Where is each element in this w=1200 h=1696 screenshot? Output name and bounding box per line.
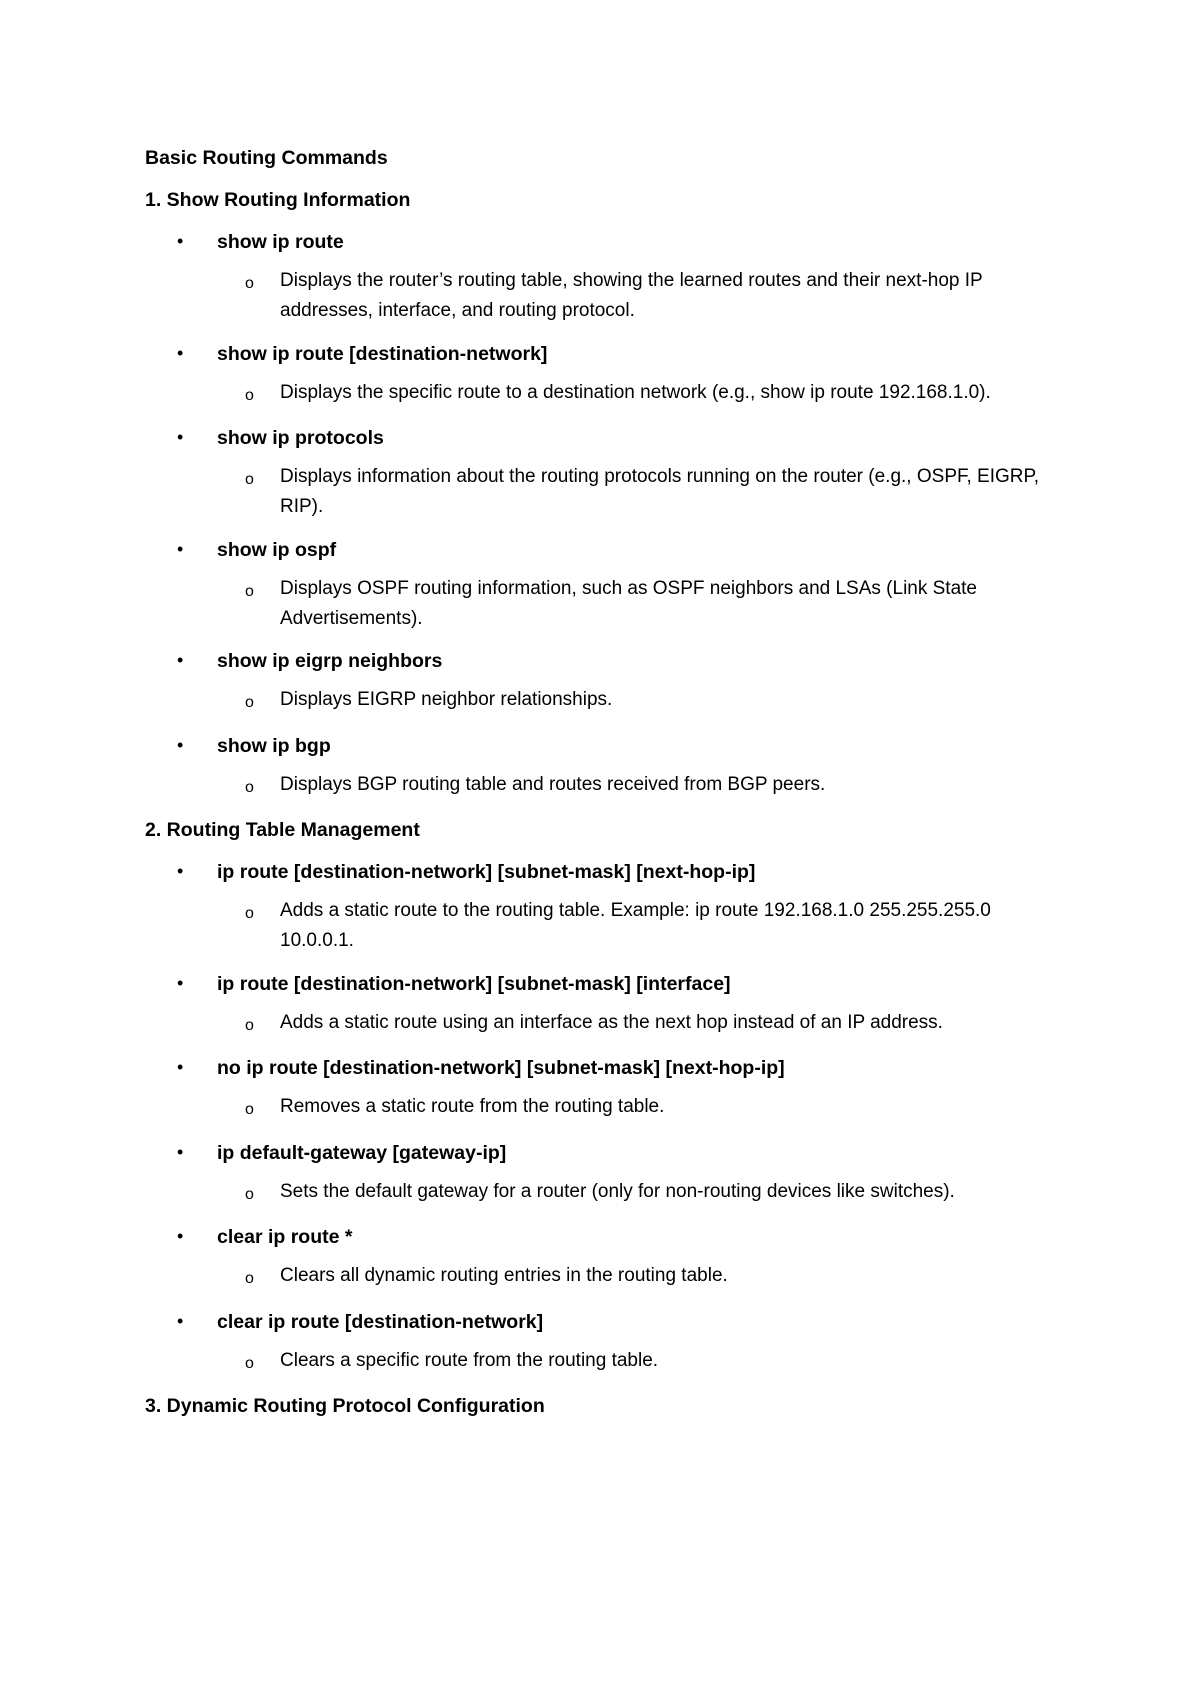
document-title: Basic Routing Commands [145,147,388,169]
command-text: clear ip route * [217,1226,353,1248]
sub-bullet-icon: o [245,1186,254,1203]
section-heading: 1. Show Routing Information [145,189,411,211]
sub-bullet-icon: o [245,1101,254,1118]
bullet-icon: • [177,861,184,881]
command-description: Clears all dynamic routing entries in the routing table. [280,1265,728,1286]
sub-bullet-icon: o [245,905,254,922]
bullet-icon: • [177,1057,184,1077]
sub-bullet-icon: o [245,1270,254,1287]
bullet-icon: • [177,973,184,993]
command-text: show ip route [217,231,344,253]
command-description: Adds a static route using an interface as the next hop instead of an IP address. [280,1012,943,1033]
command-description: Displays EIGRP neighbor relationships. [280,689,613,710]
command-text: no ip route [destination-network] [subnet-mask] [next-hop-ip] [217,1057,785,1079]
sub-bullet-icon: o [245,583,254,600]
command-text: ip route [destination-network] [subnet-mask] [next-hop-ip] [217,861,756,883]
bullet-icon: • [177,539,184,559]
command-text: show ip protocols [217,427,384,449]
command-text: show ip route [destination-network] [217,343,548,365]
command-description: Displays BGP routing table and routes received from BGP peers. [280,774,826,795]
sub-bullet-icon: o [245,471,254,488]
bullet-icon: • [177,735,184,755]
command-description: Clears a specific route from the routing table. [280,1350,659,1371]
sub-bullet-icon: o [245,387,254,404]
section-heading: 3. Dynamic Routing Protocol Configuration [145,1395,545,1417]
sub-bullet-icon: o [245,1355,254,1372]
command-description: Displays the router’s routing table, showing the learned routes and their next-hop IP addresses, interface, and routing protocol. [280,270,983,321]
bullet-icon: • [177,1226,184,1246]
command-text: show ip ospf [217,539,337,561]
command-description: Removes a static route from the routing table. [280,1096,665,1117]
sub-bullet-icon: o [245,275,254,292]
command-description: Sets the default gateway for a router (only for non-routing devices like switches). [280,1181,955,1202]
bullet-icon: • [177,1142,184,1162]
command-description: Displays OSPF routing information, such as OSPF neighbors and LSAs (Link State Advertisements). [280,578,977,629]
section-heading: 2. Routing Table Management [145,819,420,841]
command-text: ip route [destination-network] [subnet-mask] [interface] [217,973,731,995]
bullet-icon: • [177,1311,184,1331]
sub-bullet-icon: o [245,779,254,796]
command-text: show ip eigrp neighbors [217,650,443,672]
bullet-icon: • [177,343,184,363]
bullet-icon: • [177,427,184,447]
command-text: ip default-gateway [gateway-ip] [217,1142,507,1164]
command-description: Displays information about the routing protocols running on the router (e.g., OSPF, EIGRP, RIP). [280,466,1039,517]
sub-bullet-icon: o [245,1017,254,1034]
sub-bullet-icon: o [245,694,254,711]
bullet-icon: • [177,650,184,670]
command-description: Displays the specific route to a destination network (e.g., show ip route 192.168.1.0). [280,382,991,403]
command-text: show ip bgp [217,735,331,757]
command-description: Adds a static route to the routing table. Example: ip route 192.168.1.0 255.255.255.0 10.0.0.1. [280,900,991,951]
bullet-icon: • [177,231,184,251]
command-text: clear ip route [destination-network] [217,1311,544,1333]
